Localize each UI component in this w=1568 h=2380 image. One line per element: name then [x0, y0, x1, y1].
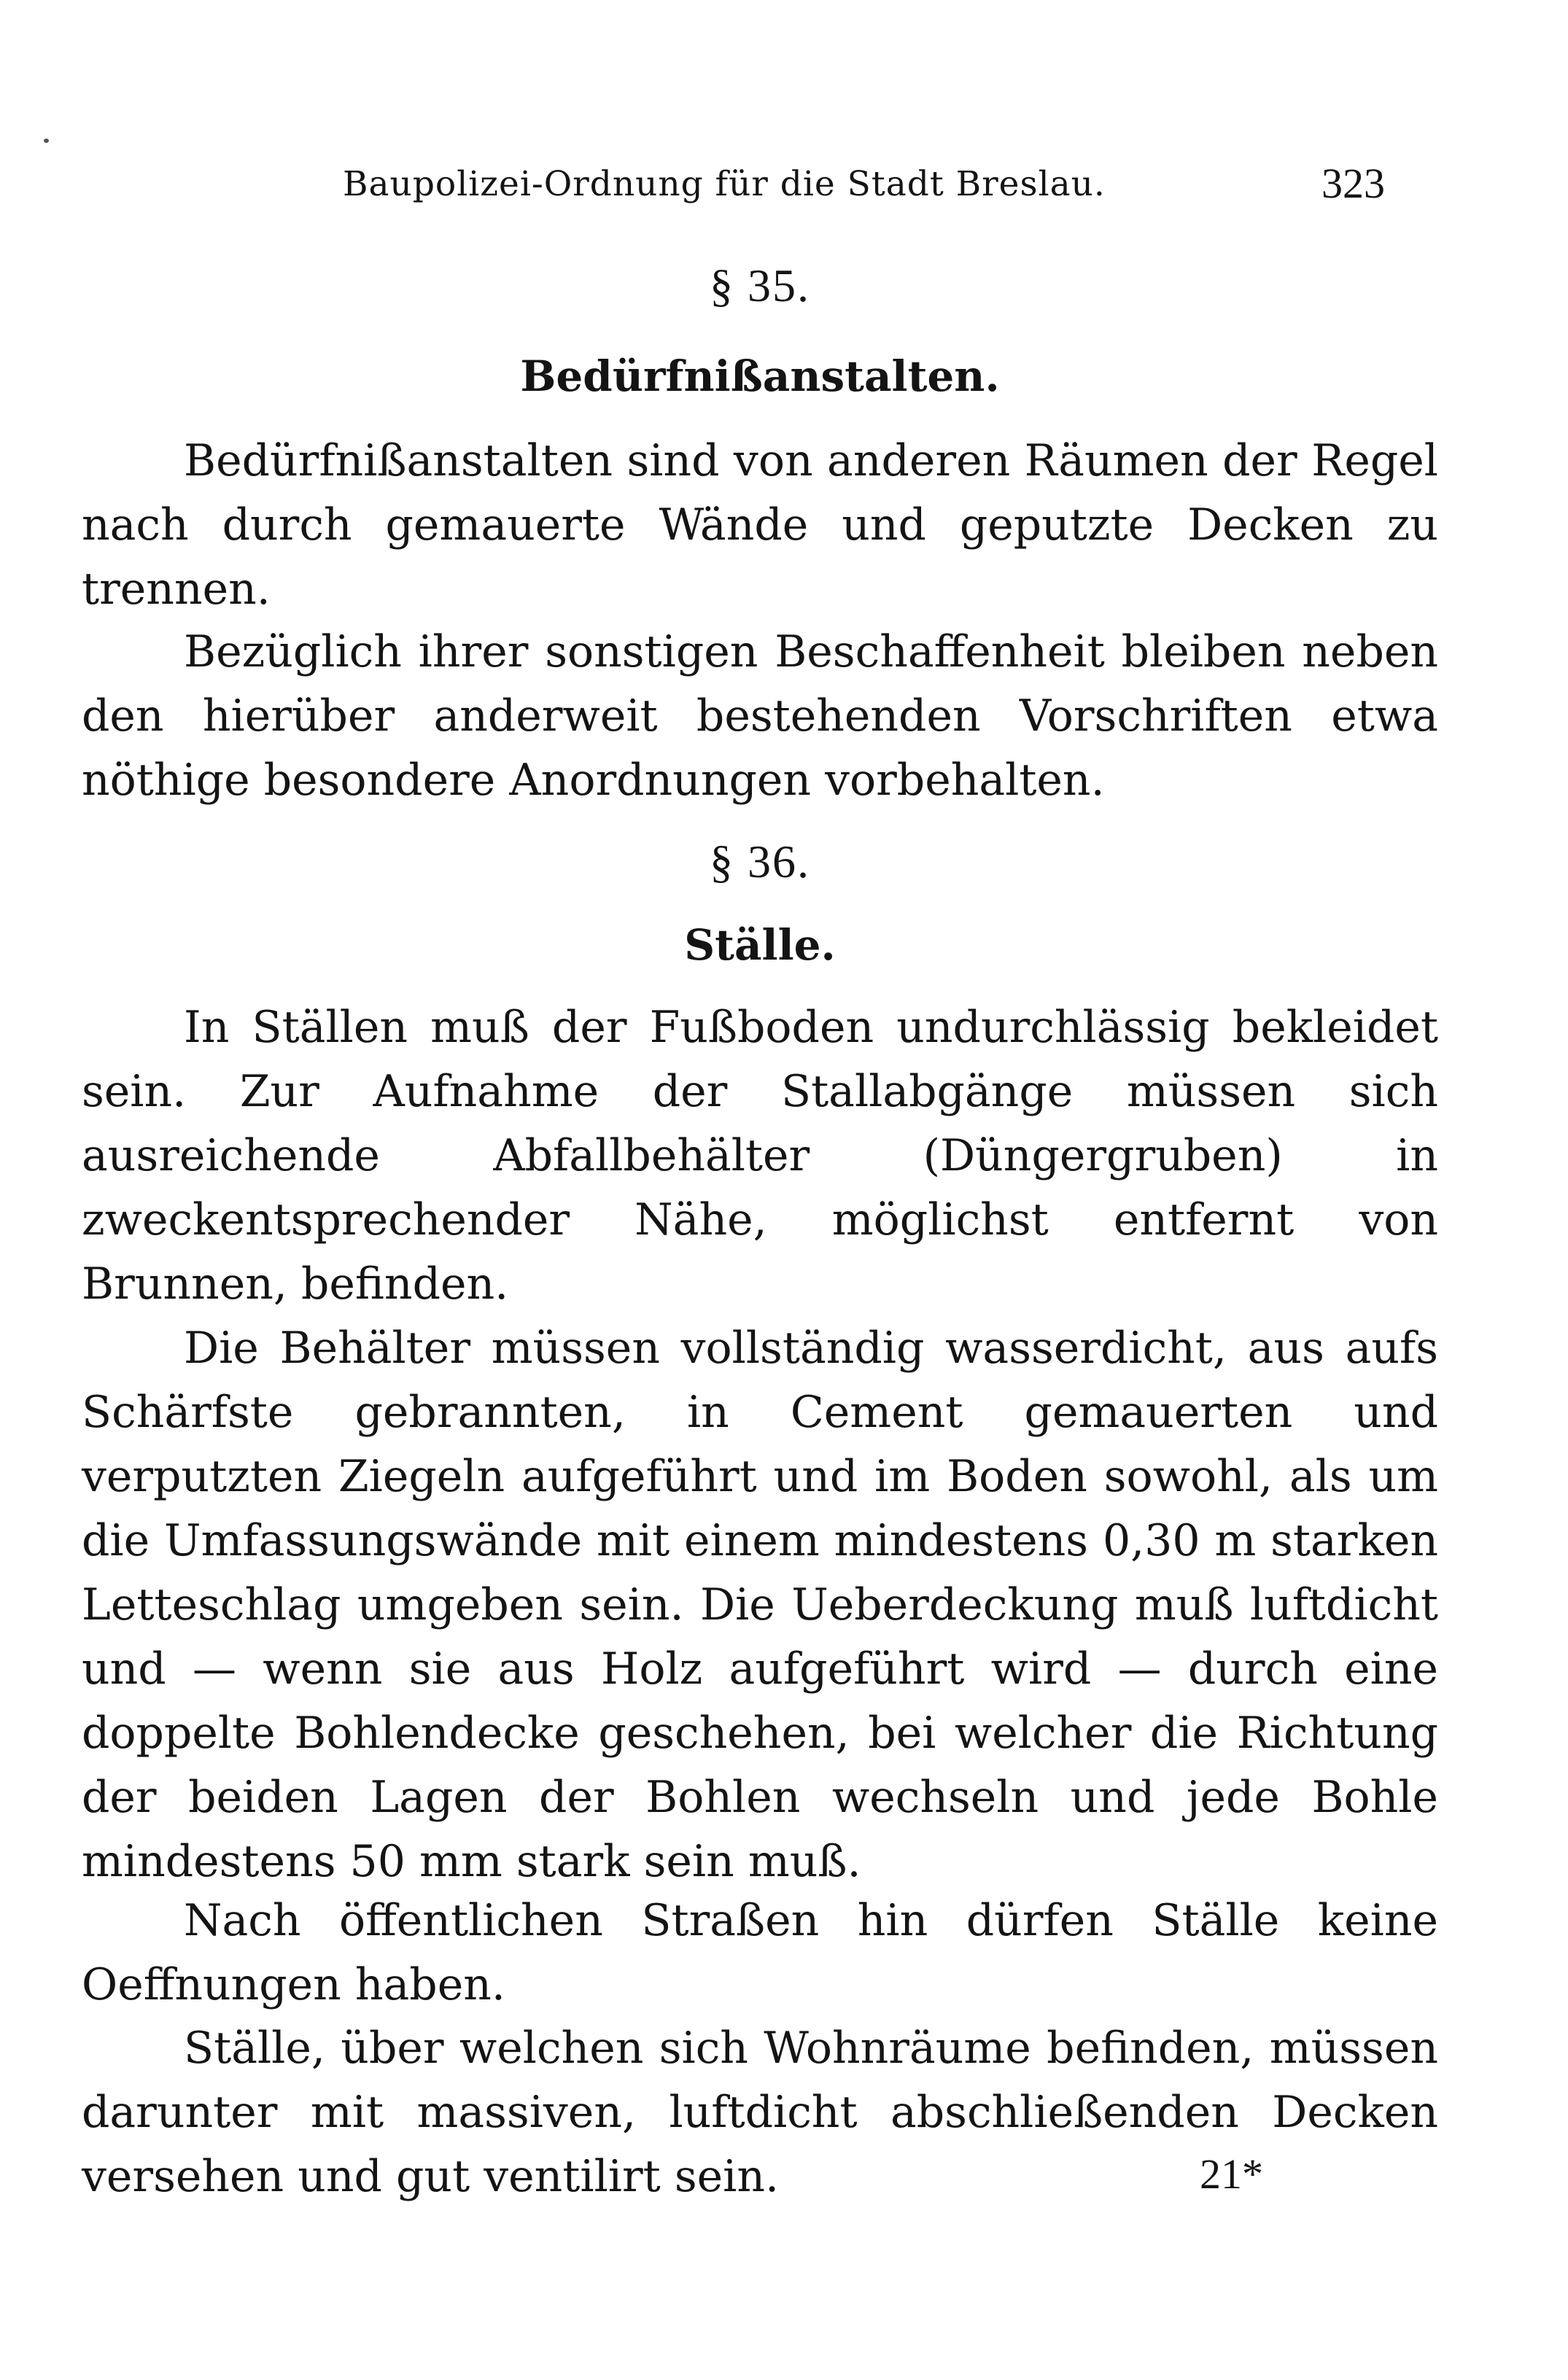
page-number: 323: [1321, 160, 1385, 207]
running-head: Baupolizei-Ordnung für die Stadt Breslau.: [343, 164, 1106, 204]
section-36-paragraph-1: In Ställen muß der Fußboden undurchlässig bekleidet sein. Zur Aufnahme der Stallabgänge müssen sich ausreichende Abfallbehälter (Düngergruben) in zweckentsprechender Nähe, möglichst entfernt von Brunnen, befinden.: [82, 1002, 1438, 1310]
section-36-paragraph-4: Ställe, über welchen sich Wohnräume befinden, müssen darunter mit massiven, luftdicht abschließenden Decken versehen und gut ventilirt sein.: [82, 2023, 1438, 2202]
section-36-paragraph-3: Nach öffentlichen Straßen hin dürfen Ställe keine Oeffnungen haben.: [82, 1895, 1438, 2010]
section-35-paragraph-2: Bezüglich ihrer sonstigen Beschaffenheit bleiben neben den hierüber anderweit bestehenden Vorschriften etwa nöthige besondere Anordnungen vorbehalten.: [82, 626, 1438, 806]
section-35-paragraph-1: Bedürfnißanstalten sind von anderen Räumen der Regel nach durch gemauerte Wände und geputzte Decken zu trennen.: [82, 435, 1438, 615]
section-36-title: Ställe.: [684, 920, 836, 970]
section-36-paragraph-2: Die Behälter müssen vollständig wasserdicht, aus aufs Schärfste gebrannten, in Cement gemauerten und verputzten Ziegeln aufgeführt und im Boden sowohl, als um die Umfassungswände mit einem mindestens 0,30 m starken Letteschlag umgeben sein. Die Ueberdeckung muß luftdicht und — wenn sie aus Holz aufgeführt wird — durch eine doppelte Bohlendecke geschehen, bei welcher die Richtung der beiden Lagen der Bohlen wechseln und jede Bohle mindestens 50 mm stark sein muß.: [82, 1323, 1438, 1887]
section-36-number: § 36.: [710, 836, 810, 887]
section-35-number: § 35.: [710, 260, 810, 311]
print-speck: [44, 139, 49, 143]
signature-mark: 21*: [1200, 2150, 1263, 2198]
section-35-title: Bedürfnißanstalten.: [520, 351, 1000, 401]
